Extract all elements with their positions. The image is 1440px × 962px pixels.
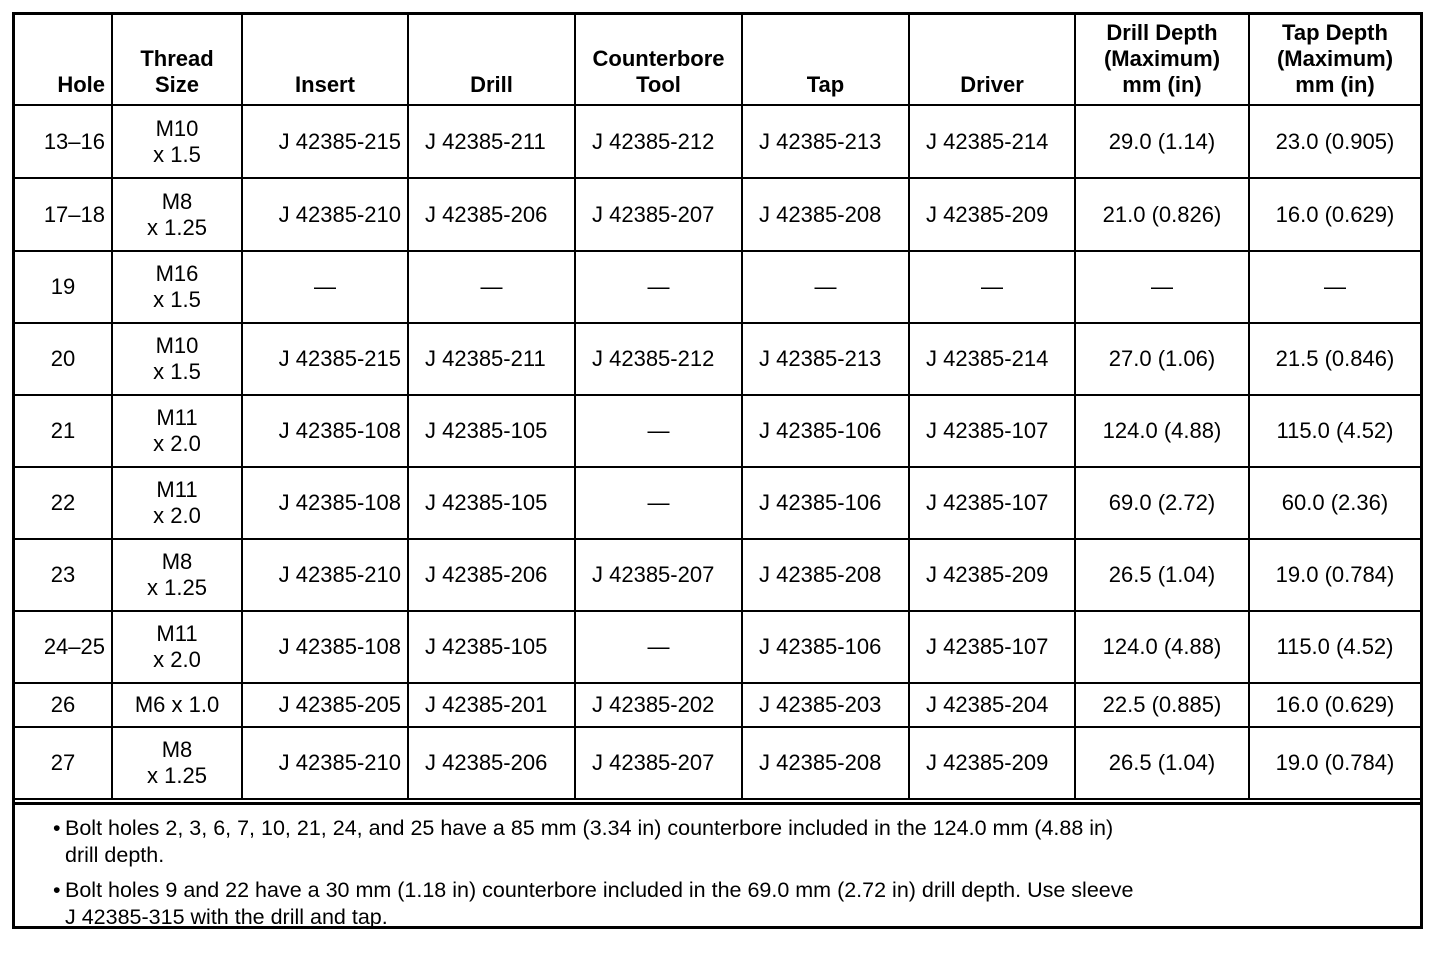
cell-tap-depth: 21.5 (0.846) (1249, 323, 1420, 395)
cell-hole: 23 (15, 539, 112, 611)
cell-tap: J 42385-213 (742, 323, 909, 395)
cell-drill: J 42385-105 (408, 611, 575, 683)
cell-hole: 19 (15, 251, 112, 323)
cell-insert: J 42385-108 (242, 467, 408, 539)
cell-driver: J 42385-107 (909, 395, 1075, 467)
cell-thread-size: M6 x 1.0 (112, 683, 242, 727)
header-hole: Hole (15, 15, 112, 105)
cell-hole: 24–25 (15, 611, 112, 683)
cell-tap: J 42385-106 (742, 467, 909, 539)
cell-tap-depth: 16.0 (0.629) (1249, 178, 1420, 251)
cell-drill-depth: 124.0 (4.88) (1075, 611, 1249, 683)
cell-driver: J 42385-209 (909, 178, 1075, 251)
cell-counterbore-tool: — (575, 251, 742, 323)
cell-thread-size: M10 x 1.5 (112, 323, 242, 395)
cell-thread-size: M16 x 1.5 (112, 251, 242, 323)
note-text-line: Bolt holes 9 and 22 have a 30 mm (1.18 in) counterbore included in the 69.0 mm (2.72 in) drill depth. Use sleeve (65, 878, 1134, 902)
bullet-icon: • (53, 878, 61, 902)
cell-hole: 27 (15, 727, 112, 799)
cell-driver: J 42385-209 (909, 727, 1075, 799)
cell-insert: J 42385-210 (242, 178, 408, 251)
cell-thread-size: M11 x 2.0 (112, 467, 242, 539)
cell-insert: — (242, 251, 408, 323)
cell-tap: J 42385-106 (742, 395, 909, 467)
table-row (15, 105, 1420, 178)
table-row (15, 611, 1420, 683)
cell-insert: J 42385-215 (242, 323, 408, 395)
cell-tap-depth: 19.0 (0.784) (1249, 727, 1420, 799)
cell-hole: 26 (15, 683, 112, 727)
cell-drill: J 42385-105 (408, 395, 575, 467)
header-tap: Tap (742, 15, 909, 105)
cell-hole: 22 (15, 467, 112, 539)
cell-drill-depth: — (1075, 251, 1249, 323)
cell-drill: — (408, 251, 575, 323)
cell-tap-depth: 19.0 (0.784) (1249, 539, 1420, 611)
table-row (15, 539, 1420, 611)
tool-table (15, 15, 1420, 800)
cell-counterbore-tool: — (575, 395, 742, 467)
cell-insert: J 42385-210 (242, 727, 408, 799)
cell-thread-size: M11 x 2.0 (112, 395, 242, 467)
table-row (15, 323, 1420, 395)
cell-insert: J 42385-108 (242, 611, 408, 683)
cell-thread-size: M8 x 1.25 (112, 727, 242, 799)
cell-hole: 13–16 (15, 105, 112, 178)
cell-counterbore-tool: J 42385-207 (575, 178, 742, 251)
cell-driver: — (909, 251, 1075, 323)
cell-counterbore-tool: — (575, 467, 742, 539)
cell-driver: J 42385-209 (909, 539, 1075, 611)
header-thread-size: Thread Size (112, 15, 242, 105)
header-counterbore-tool: Counterbore Tool (575, 15, 742, 105)
cell-hole: 21 (15, 395, 112, 467)
cell-tap: J 42385-208 (742, 178, 909, 251)
cell-tap-depth: 23.0 (0.905) (1249, 105, 1420, 178)
cell-driver: J 42385-204 (909, 683, 1075, 727)
cell-drill: J 42385-206 (408, 178, 575, 251)
tool-table-frame (12, 12, 1423, 929)
cell-insert: J 42385-210 (242, 539, 408, 611)
cell-thread-size: M11 x 2.0 (112, 611, 242, 683)
table-row (15, 178, 1420, 251)
note-text-line: Bolt holes 2, 3, 6, 7, 10, 21, 24, and 25 have a 85 mm (3.34 in) counterbore included in the 124.0 mm (4.88 in) (65, 816, 1114, 840)
cell-tap-depth: 16.0 (0.629) (1249, 683, 1420, 727)
cell-driver: J 42385-214 (909, 105, 1075, 178)
table-row (15, 727, 1420, 799)
cell-drill-depth: 26.5 (1.04) (1075, 539, 1249, 611)
cell-tap-depth: — (1249, 251, 1420, 323)
cell-insert: J 42385-215 (242, 105, 408, 178)
cell-drill-depth: 124.0 (4.88) (1075, 395, 1249, 467)
cell-drill-depth: 26.5 (1.04) (1075, 727, 1249, 799)
header-drill: Drill (408, 15, 575, 105)
cell-tap: J 42385-106 (742, 611, 909, 683)
cell-thread-size: M8 x 1.25 (112, 178, 242, 251)
cell-drill: J 42385-211 (408, 323, 575, 395)
note-text-line: drill depth. (65, 843, 165, 867)
cell-counterbore-tool: J 42385-207 (575, 539, 742, 611)
cell-counterbore-tool: J 42385-202 (575, 683, 742, 727)
note-counterbore-124 (53, 815, 1380, 869)
cell-driver: J 42385-214 (909, 323, 1075, 395)
cell-driver: J 42385-107 (909, 467, 1075, 539)
cell-tap: J 42385-213 (742, 105, 909, 178)
cell-tap: — (742, 251, 909, 323)
cell-drill: J 42385-211 (408, 105, 575, 178)
cell-tap: J 42385-208 (742, 727, 909, 799)
cell-insert: J 42385-205 (242, 683, 408, 727)
cell-drill: J 42385-201 (408, 683, 575, 727)
cell-hole: 17–18 (15, 178, 112, 251)
header-insert: Insert (242, 15, 408, 105)
cell-tap-depth: 115.0 (4.52) (1249, 395, 1420, 467)
cell-drill-depth: 21.0 (0.826) (1075, 178, 1249, 251)
cell-hole: 20 (15, 323, 112, 395)
header-tap-depth: Tap Depth (Maximum) mm (in) (1249, 15, 1420, 105)
cell-thread-size: M8 x 1.25 (112, 539, 242, 611)
cell-drill-depth: 29.0 (1.14) (1075, 105, 1249, 178)
cell-drill-depth: 27.0 (1.06) (1075, 323, 1249, 395)
cell-counterbore-tool: J 42385-212 (575, 105, 742, 178)
header-driver: Driver (909, 15, 1075, 105)
notes-section (15, 802, 1420, 929)
cell-drill: J 42385-206 (408, 539, 575, 611)
cell-tap-depth: 115.0 (4.52) (1249, 611, 1420, 683)
cell-tap: J 42385-203 (742, 683, 909, 727)
cell-drill: J 42385-105 (408, 467, 575, 539)
cell-drill-depth: 69.0 (2.72) (1075, 467, 1249, 539)
table-row (15, 467, 1420, 539)
cell-drill: J 42385-206 (408, 727, 575, 799)
cell-thread-size: M10 x 1.5 (112, 105, 242, 178)
cell-insert: J 42385-108 (242, 395, 408, 467)
cell-drill-depth: 22.5 (0.885) (1075, 683, 1249, 727)
cell-counterbore-tool: J 42385-207 (575, 727, 742, 799)
note-counterbore-69 (53, 877, 1380, 931)
header-drill-depth: Drill Depth (Maximum) mm (in) (1075, 15, 1249, 105)
table-row (15, 251, 1420, 323)
note-text-line: J 42385-315 with the drill and tap. (65, 905, 388, 929)
cell-driver: J 42385-107 (909, 611, 1075, 683)
cell-tap-depth: 60.0 (2.36) (1249, 467, 1420, 539)
table-row (15, 683, 1420, 727)
table-header-row (15, 15, 1420, 105)
cell-counterbore-tool: — (575, 611, 742, 683)
cell-counterbore-tool: J 42385-212 (575, 323, 742, 395)
bullet-icon: • (53, 816, 61, 840)
cell-tap: J 42385-208 (742, 539, 909, 611)
table-row (15, 395, 1420, 467)
